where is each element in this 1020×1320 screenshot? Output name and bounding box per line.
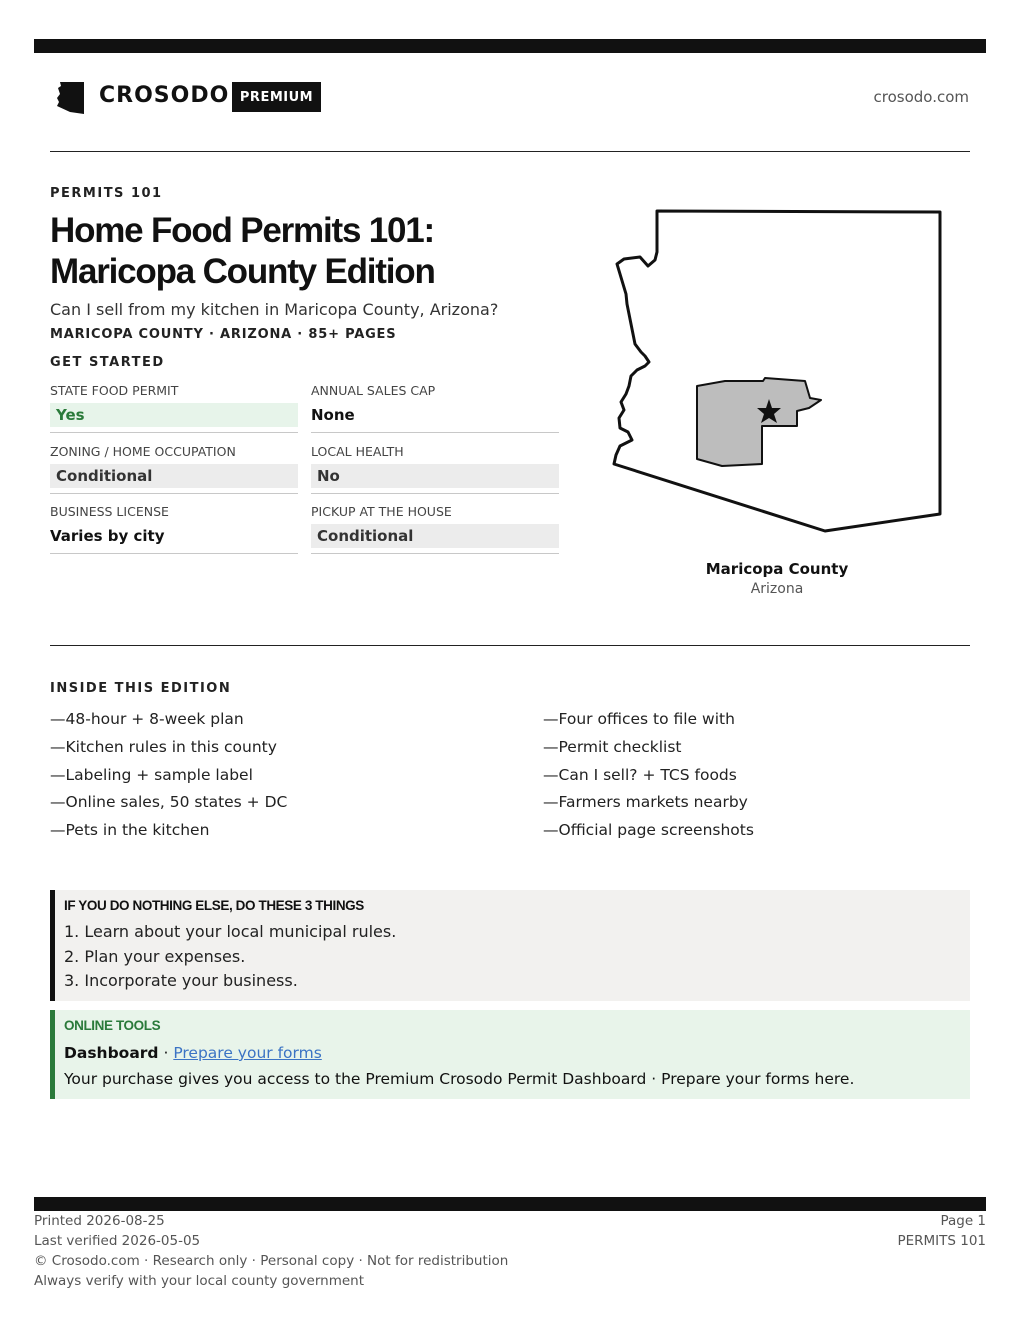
footer-section: PERMITS 101	[897, 1233, 986, 1249]
list-item: —Online sales, 50 states + DC	[50, 793, 288, 812]
copyright-note: © Crosodo.com · Research only · Personal copy · Not for redistribution	[34, 1253, 509, 1269]
footer-right	[897, 1211, 986, 1251]
field-label: LOCAL HEALTH	[311, 444, 404, 459]
inside-list-right	[543, 706, 754, 845]
list-item: —Permit checklist	[543, 737, 682, 756]
title-line-2: Maricopa County Edition	[50, 252, 435, 291]
field-local-health	[311, 444, 559, 494]
title-line-1: Home Food Permits 101:	[50, 211, 434, 250]
field-value: No	[311, 464, 559, 488]
three-things-callout	[50, 890, 970, 1001]
bottom-rule-bar	[34, 1197, 986, 1211]
online-tools-body: Your purchase gives you access to the Premium Crosodo Permit Dashboard · Prepare your forms here.	[64, 1070, 855, 1088]
field-zoning	[50, 444, 298, 494]
get-started-heading: GET STARTED	[50, 355, 165, 370]
field-value: Conditional	[50, 464, 298, 488]
list-item: —Four offices to file with	[543, 710, 735, 728]
field-value: Varies by city	[50, 527, 165, 545]
callout-title: ONLINE TOOLS	[64, 1018, 161, 1033]
subtitle: Can I sell from my kitchen in Maricopa County, Arizona?	[50, 300, 499, 319]
inside-edition-heading: INSIDE THIS EDITION	[50, 681, 232, 696]
field-label: ANNUAL SALES CAP	[311, 383, 436, 398]
list-item: 1. Learn about your local municipal rules.	[64, 922, 397, 941]
list-item: 2. Plan your expenses.	[64, 946, 246, 966]
list-item: 3. Incorporate your business.	[64, 971, 298, 990]
arizona-map	[600, 200, 960, 540]
three-things-list	[64, 920, 970, 994]
online-tools-callout	[50, 1010, 970, 1099]
field-value: Conditional	[311, 524, 559, 548]
field-value: Yes	[50, 403, 298, 427]
list-item: —48-hour + 8-week plan	[50, 710, 244, 728]
field-business-license	[50, 504, 298, 554]
field-label: STATE FOOD PERMIT	[50, 383, 179, 398]
premium-badge: PREMIUM	[232, 82, 321, 112]
verify-note: Always verify with your local county government	[34, 1273, 364, 1289]
arizona-state-logo-icon	[56, 80, 86, 114]
list-item: —Can I sell? + TCS foods	[543, 765, 737, 784]
callout-title: IF YOU DO NOTHING ELSE, DO THESE 3 THINGS	[64, 898, 364, 913]
footer-left	[34, 1211, 508, 1291]
map-caption	[677, 560, 877, 597]
page-number: Page 1	[940, 1213, 986, 1229]
header-divider	[50, 151, 970, 152]
meta-line: MARICOPA COUNTY · ARIZONA · 85+ PAGES	[50, 327, 397, 342]
field-label: PICKUP AT THE HOUSE	[311, 504, 452, 519]
field-state-food-permit	[50, 383, 298, 433]
field-value: None	[311, 406, 355, 424]
kicker: PERMITS 101	[50, 186, 163, 201]
list-item: —Farmers markets nearby	[543, 793, 748, 812]
separator: ·	[158, 1044, 174, 1062]
dashboard-line	[64, 1040, 970, 1066]
map-county-name: Maricopa County	[705, 560, 849, 578]
field-annual-sales-cap	[311, 383, 559, 433]
printed-date: Printed 2026-08-25	[34, 1213, 165, 1229]
brand-name[interactable]: CROSODO	[99, 83, 230, 108]
field-label: BUSINESS LICENSE	[50, 504, 169, 519]
page-title	[50, 210, 580, 292]
site-url[interactable]: crosodo.com	[873, 88, 969, 106]
list-item: —Labeling + sample label	[50, 765, 253, 784]
field-pickup-at-house	[311, 504, 559, 554]
list-item: —Official page screenshots	[543, 821, 754, 840]
top-rule-bar	[34, 39, 986, 53]
field-label: ZONING / HOME OCCUPATION	[50, 444, 236, 459]
inside-list-left	[50, 706, 287, 845]
list-item: —Pets in the kitchen	[50, 821, 210, 840]
prepare-forms-link[interactable]: Prepare your forms	[173, 1044, 322, 1062]
map-state-name: Arizona	[750, 581, 804, 597]
arizona-state-outline	[614, 211, 940, 531]
verified-date: Last verified 2026-05-05	[34, 1233, 201, 1249]
section-divider	[50, 645, 970, 646]
dashboard-label: Dashboard	[64, 1044, 159, 1062]
list-item: —Kitchen rules in this county	[50, 737, 277, 756]
